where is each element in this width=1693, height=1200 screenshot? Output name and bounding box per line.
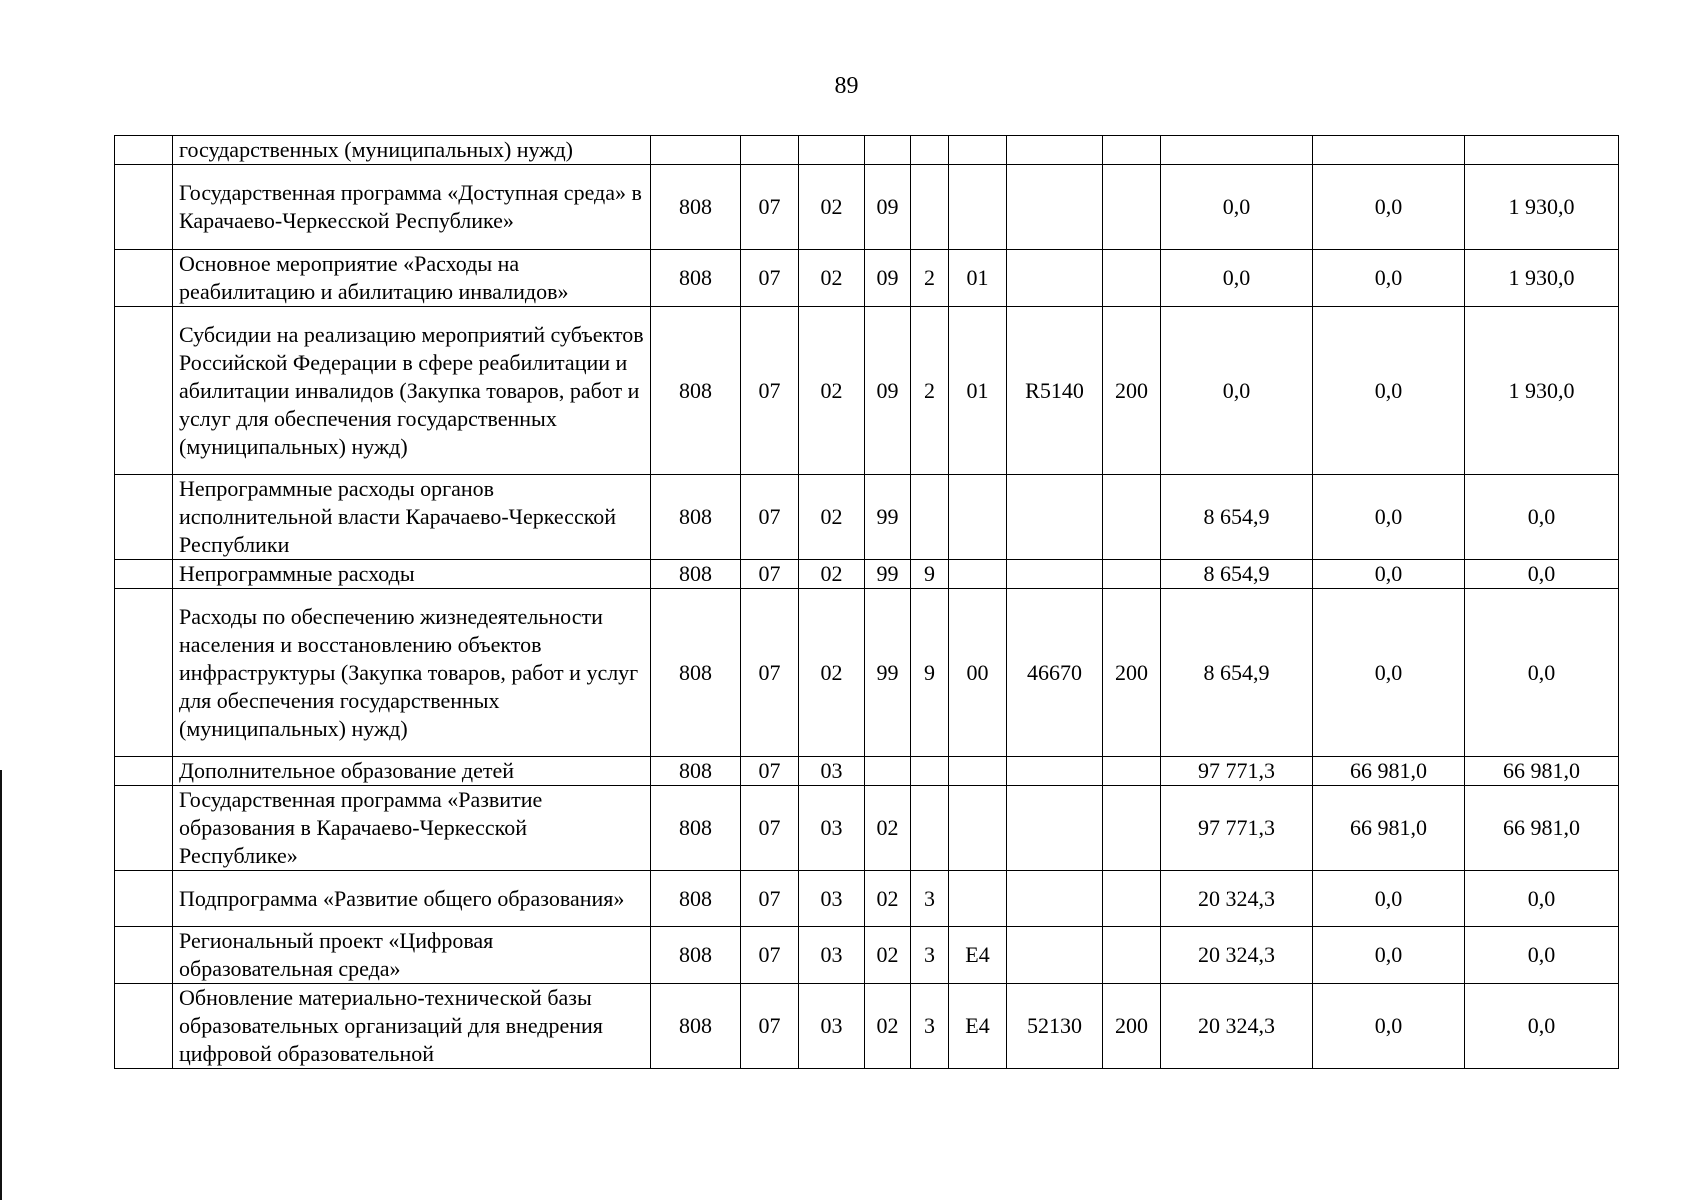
row-name-cell: Государственная программа «Развитие образования в Карачаево-Черкесской Республике» xyxy=(173,786,651,871)
cell-rz: 07 xyxy=(741,589,799,757)
cell-pr: 02 xyxy=(799,307,865,475)
cell-y1: 0,0 xyxy=(1161,250,1313,307)
cell-y1: 8 654,9 xyxy=(1161,475,1313,560)
cell-om: Е4 xyxy=(949,984,1007,1069)
scan-edge-mark xyxy=(0,770,2,1200)
cell-dir xyxy=(1007,871,1103,927)
cell-dir xyxy=(1007,250,1103,307)
row-number-cell xyxy=(115,984,173,1069)
cell-y3 xyxy=(1465,136,1619,165)
cell-rz: 07 xyxy=(741,307,799,475)
cell-om xyxy=(949,757,1007,786)
cell-rz xyxy=(741,136,799,165)
cell-rz: 07 xyxy=(741,871,799,927)
cell-om xyxy=(949,165,1007,250)
cell-y2: 0,0 xyxy=(1313,927,1465,984)
cell-om xyxy=(949,560,1007,589)
row-name-cell: Государственная программа «Доступная среда» в Карачаево-Черкесской Республике» xyxy=(173,165,651,250)
cell-pr: 03 xyxy=(799,984,865,1069)
row-name-cell: Основное мероприятие «Расходы на реабилитацию и абилитацию инвалидов» xyxy=(173,250,651,307)
cell-vr xyxy=(1103,786,1161,871)
table-row xyxy=(115,984,1619,1069)
cell-vr xyxy=(1103,757,1161,786)
cell-vr xyxy=(1103,927,1161,984)
row-number-cell xyxy=(115,165,173,250)
cell-prog: 02 xyxy=(865,984,911,1069)
cell-ved xyxy=(651,136,741,165)
cell-y3: 1 930,0 xyxy=(1465,307,1619,475)
row-name-cell: государственных (муниципальных) нужд) xyxy=(173,136,651,165)
cell-pr: 03 xyxy=(799,757,865,786)
cell-rz: 07 xyxy=(741,757,799,786)
cell-y3: 66 981,0 xyxy=(1465,757,1619,786)
cell-y1: 20 324,3 xyxy=(1161,984,1313,1069)
cell-pr: 02 xyxy=(799,475,865,560)
row-name-cell: Подпрограмма «Развитие общего образования» xyxy=(173,871,651,927)
cell-sub xyxy=(911,136,949,165)
cell-y2: 0,0 xyxy=(1313,475,1465,560)
row-number-cell xyxy=(115,871,173,927)
cell-prog: 99 xyxy=(865,475,911,560)
cell-om xyxy=(949,786,1007,871)
cell-om xyxy=(949,136,1007,165)
table-row xyxy=(115,589,1619,757)
cell-pr: 02 xyxy=(799,589,865,757)
row-name-cell: Субсидии на реализацию мероприятий субъектов Российской Федерации в сфере реабилитации и абилитации инвалидов (Закупка товаров, работ и услуг для обеспечения государственных (муниципальных) нужд) xyxy=(173,307,651,475)
cell-y3: 1 930,0 xyxy=(1465,165,1619,250)
cell-vr xyxy=(1103,475,1161,560)
cell-y2: 66 981,0 xyxy=(1313,786,1465,871)
cell-y1: 0,0 xyxy=(1161,307,1313,475)
cell-sub: 9 xyxy=(911,589,949,757)
cell-y2: 0,0 xyxy=(1313,871,1465,927)
cell-sub xyxy=(911,786,949,871)
cell-prog: 02 xyxy=(865,871,911,927)
cell-prog: 09 xyxy=(865,250,911,307)
cell-y3: 0,0 xyxy=(1465,871,1619,927)
cell-y3: 0,0 xyxy=(1465,927,1619,984)
cell-vr: 200 xyxy=(1103,984,1161,1069)
cell-om: Е4 xyxy=(949,927,1007,984)
cell-y3: 0,0 xyxy=(1465,984,1619,1069)
cell-vr: 200 xyxy=(1103,589,1161,757)
table-body xyxy=(115,136,1619,1069)
cell-y2: 66 981,0 xyxy=(1313,757,1465,786)
cell-ved: 808 xyxy=(651,560,741,589)
row-name-cell: Дополнительное образование детей xyxy=(173,757,651,786)
row-number-cell xyxy=(115,560,173,589)
table-row xyxy=(115,757,1619,786)
cell-ved: 808 xyxy=(651,786,741,871)
cell-sub: 9 xyxy=(911,560,949,589)
cell-pr: 02 xyxy=(799,560,865,589)
cell-y1: 8 654,9 xyxy=(1161,560,1313,589)
cell-ved: 808 xyxy=(651,871,741,927)
cell-y1 xyxy=(1161,136,1313,165)
cell-y1: 97 771,3 xyxy=(1161,786,1313,871)
cell-y3: 1 930,0 xyxy=(1465,250,1619,307)
row-number-cell xyxy=(115,307,173,475)
cell-y1: 0,0 xyxy=(1161,165,1313,250)
cell-om: 01 xyxy=(949,307,1007,475)
cell-y3: 0,0 xyxy=(1465,560,1619,589)
row-name-cell: Расходы по обеспечению жизнедеятельности населения и восстановлению объектов инфраструктуры (Закупка товаров, работ и услуг для обеспечения государственных (муниципальных) нужд) xyxy=(173,589,651,757)
cell-om: 01 xyxy=(949,250,1007,307)
cell-prog: 09 xyxy=(865,165,911,250)
cell-dir xyxy=(1007,165,1103,250)
table-row xyxy=(115,560,1619,589)
cell-ved: 808 xyxy=(651,475,741,560)
cell-y2: 0,0 xyxy=(1313,250,1465,307)
table-row xyxy=(115,136,1619,165)
row-name-cell: Непрограммные расходы xyxy=(173,560,651,589)
cell-prog: 99 xyxy=(865,589,911,757)
cell-sub xyxy=(911,475,949,560)
page-number: 89 xyxy=(834,73,859,99)
cell-pr: 03 xyxy=(799,786,865,871)
cell-sub: 3 xyxy=(911,984,949,1069)
cell-dir xyxy=(1007,927,1103,984)
cell-sub: 3 xyxy=(911,927,949,984)
cell-dir: 46670 xyxy=(1007,589,1103,757)
table-row xyxy=(115,786,1619,871)
cell-y3: 66 981,0 xyxy=(1465,786,1619,871)
cell-pr xyxy=(799,136,865,165)
cell-rz: 07 xyxy=(741,165,799,250)
cell-y2 xyxy=(1313,136,1465,165)
row-name-cell: Обновление материально-технической базы образовательных организаций для внедрения цифровой образовательной xyxy=(173,984,651,1069)
table-row xyxy=(115,165,1619,250)
cell-rz: 07 xyxy=(741,475,799,560)
cell-y1: 20 324,3 xyxy=(1161,871,1313,927)
cell-prog: 09 xyxy=(865,307,911,475)
cell-sub: 2 xyxy=(911,307,949,475)
table-row xyxy=(115,927,1619,984)
row-number-cell xyxy=(115,927,173,984)
row-number-cell xyxy=(115,136,173,165)
cell-prog: 99 xyxy=(865,560,911,589)
cell-om: 00 xyxy=(949,589,1007,757)
cell-y3: 0,0 xyxy=(1465,589,1619,757)
cell-rz: 07 xyxy=(741,786,799,871)
cell-vr xyxy=(1103,136,1161,165)
cell-sub xyxy=(911,165,949,250)
cell-prog: 02 xyxy=(865,786,911,871)
cell-y2: 0,0 xyxy=(1313,984,1465,1069)
cell-vr xyxy=(1103,250,1161,307)
cell-vr xyxy=(1103,165,1161,250)
cell-rz: 07 xyxy=(741,927,799,984)
table-row xyxy=(115,307,1619,475)
row-number-cell xyxy=(115,786,173,871)
cell-pr: 02 xyxy=(799,250,865,307)
cell-dir: R5140 xyxy=(1007,307,1103,475)
cell-vr: 200 xyxy=(1103,307,1161,475)
cell-vr xyxy=(1103,560,1161,589)
row-number-cell xyxy=(115,589,173,757)
cell-y2: 0,0 xyxy=(1313,165,1465,250)
cell-ved: 808 xyxy=(651,250,741,307)
row-name-cell: Региональный проект «Цифровая образовательная среда» xyxy=(173,927,651,984)
cell-ved: 808 xyxy=(651,984,741,1069)
row-name-cell: Непрограммные расходы органов исполнительной власти Карачаево-Черкесской Республики xyxy=(173,475,651,560)
cell-y1: 20 324,3 xyxy=(1161,927,1313,984)
cell-sub: 3 xyxy=(911,871,949,927)
table-row xyxy=(115,475,1619,560)
cell-prog xyxy=(865,757,911,786)
cell-y2: 0,0 xyxy=(1313,307,1465,475)
cell-prog: 02 xyxy=(865,927,911,984)
cell-om xyxy=(949,475,1007,560)
cell-y2: 0,0 xyxy=(1313,589,1465,757)
cell-rz: 07 xyxy=(741,250,799,307)
cell-prog xyxy=(865,136,911,165)
cell-pr: 03 xyxy=(799,871,865,927)
row-number-cell xyxy=(115,250,173,307)
table-row xyxy=(115,871,1619,927)
cell-rz: 07 xyxy=(741,560,799,589)
cell-ved: 808 xyxy=(651,589,741,757)
cell-ved: 808 xyxy=(651,165,741,250)
cell-dir xyxy=(1007,786,1103,871)
cell-sub xyxy=(911,757,949,786)
cell-om xyxy=(949,871,1007,927)
cell-y1: 97 771,3 xyxy=(1161,757,1313,786)
cell-ved: 808 xyxy=(651,307,741,475)
cell-vr xyxy=(1103,871,1161,927)
budget-table xyxy=(114,135,1619,1069)
row-number-cell xyxy=(115,757,173,786)
cell-dir xyxy=(1007,757,1103,786)
cell-y2: 0,0 xyxy=(1313,560,1465,589)
cell-y1: 8 654,9 xyxy=(1161,589,1313,757)
row-number-cell xyxy=(115,475,173,560)
cell-ved: 808 xyxy=(651,757,741,786)
table-row xyxy=(115,250,1619,307)
cell-dir xyxy=(1007,136,1103,165)
cell-dir xyxy=(1007,560,1103,589)
cell-y3: 0,0 xyxy=(1465,475,1619,560)
cell-ved: 808 xyxy=(651,927,741,984)
cell-pr: 02 xyxy=(799,165,865,250)
cell-pr: 03 xyxy=(799,927,865,984)
cell-rz: 07 xyxy=(741,984,799,1069)
cell-dir: 52130 xyxy=(1007,984,1103,1069)
cell-dir xyxy=(1007,475,1103,560)
cell-sub: 2 xyxy=(911,250,949,307)
